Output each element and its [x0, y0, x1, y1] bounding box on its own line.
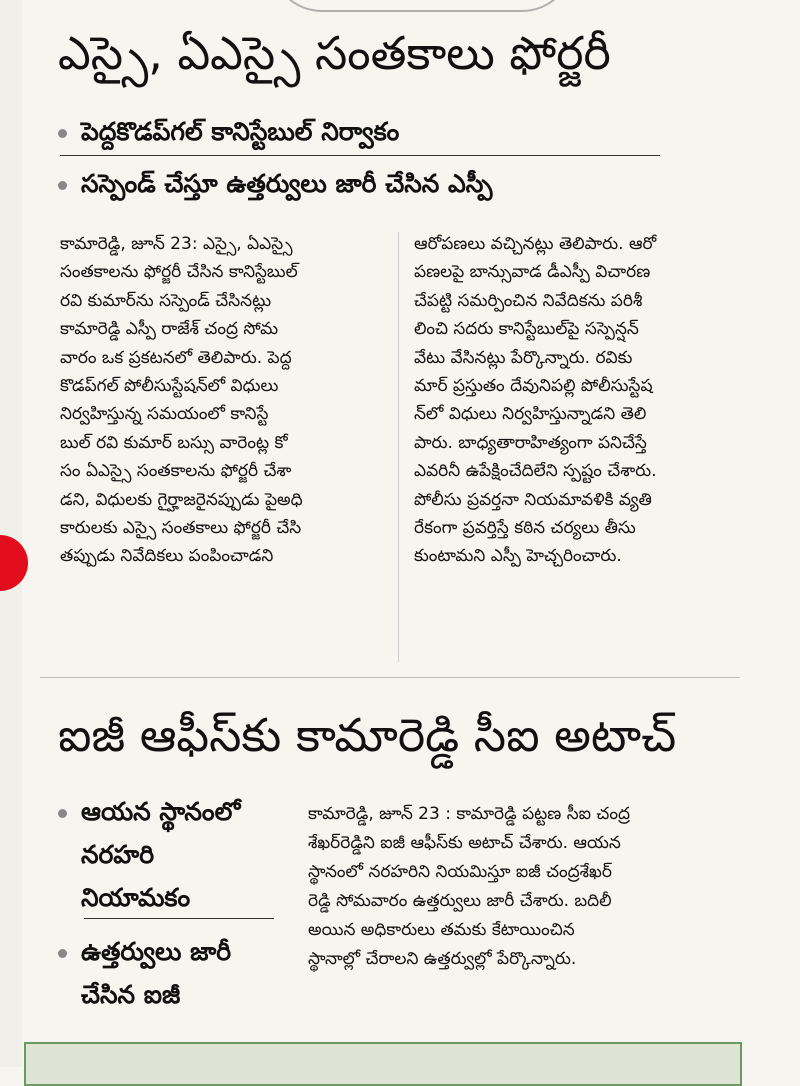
bullet-line	[58, 790, 298, 833]
text-line: వేటు వేసినట్లు పేర్కొన్నారు. రవికు	[414, 347, 633, 368]
text-line: రవి కుమార్‌ను సస్పెండ్ చేసినట్లు	[60, 290, 272, 311]
text-line: శేఖర్‌రెడ్డిని ఐజీ ఆఫీస్‌కు అటాచ్ చేశారు. ఆయన	[308, 833, 621, 853]
bullet-dot-icon	[58, 949, 67, 958]
text-line: వారం ఒక ప్రకటనలో తెలిపారు. పెద్ద	[60, 347, 292, 368]
story1-headline: ఎస్సై, ఏఎస్సై సంతకాలు ఫోర్జరీ	[58, 26, 611, 80]
story1-subhead-1-text: పెద్దకొడప్‌గల్ కానిస్టేబుల్ నిర్వాకం	[81, 117, 400, 146]
text-line: స్థానంలో నరహరిని నియమిస్తూ ఐజీ చంద్రశేఖర్	[308, 862, 612, 882]
text-line: పోలీసు ప్రవర్తనా నియమావళికి వ్యతి	[414, 489, 652, 510]
bullet-divider	[84, 918, 274, 919]
story2-bullet-1	[58, 790, 298, 919]
text-line: లించి సదరు కానిస్టేబుల్‌పై సస్పెన్షన్	[414, 319, 639, 340]
text-line: సం ఏఎస్సై సంతకాలను ఫోర్జరీ చేశా	[60, 461, 292, 482]
text-line: న్‌లో విధులు నిర్వహిస్తున్నాడని తెలి	[414, 404, 647, 425]
bullet-line	[58, 930, 298, 973]
story1-subhead-2	[58, 164, 748, 204]
text-line: నిర్వహిస్తున్న సమయంలో కానిస్టే	[60, 404, 269, 425]
bullet-text: ఆయన స్థానంలో	[81, 797, 241, 826]
text-line: స్థానాల్లో చేరాలని ఉత్తర్వుల్లో పేర్కొన్నారు.	[308, 949, 577, 969]
text-line: రెడ్డి సోమవారం ఉత్తర్వులు జారీ చేశారు. బదిలీ	[308, 891, 612, 911]
text-line: ఎవరినీ ఉపేక్షించేదిలేని స్పష్టం చేశారు.	[414, 461, 657, 482]
story2-body	[308, 800, 743, 974]
text-line: కారులకు ఎస్సై సంతకాలు ఫోర్జరీ చేసి	[60, 518, 302, 539]
text-line: బుల్ రవి కుమార్ బస్సు వారెంట్ల కో	[60, 432, 288, 453]
top-arc-graphic	[270, 0, 574, 12]
text-line: చేపట్టి సమర్పించిన నివేదికను పరిశీ	[414, 290, 643, 311]
story1-subhead-1	[58, 112, 748, 152]
bullet-dot-icon	[58, 129, 67, 138]
text-line: తప్పుడు నివేదికలు పంపించాడని	[60, 546, 274, 567]
next-article-box	[24, 1042, 742, 1086]
text-line: కామారెడ్డి, జూన్ 23: ఎస్సై, ఏఎస్సై	[60, 234, 293, 254]
story1-column-1	[60, 230, 390, 571]
text-line: రేకంగా ప్రవర్తిస్తే కఠిన చర్యలు తీసు	[414, 518, 636, 539]
page-margin-strip	[0, 0, 22, 1067]
story1-column-2	[414, 230, 744, 571]
text-line: డని, విధులకు గైర్హాజరైనప్పుడు పైఅధి	[60, 489, 303, 510]
story2-bullet-2	[58, 930, 298, 1016]
column-divider	[398, 232, 399, 662]
story2-headline: ఐజీ ఆఫీస్‌కు కామారెడ్డి సీఐ అటాచ్	[58, 708, 677, 762]
story-separator	[40, 677, 740, 678]
text-line: కామారెడ్డి ఎస్పీ రాజేశ్ చంద్ర సోమ	[60, 319, 279, 340]
bullet-dot-icon	[58, 181, 67, 190]
bullet-line: నరహరి	[81, 840, 155, 869]
text-line: కొడప్‌గల్ పోలీసుస్టేషన్‌లో విధులు	[60, 376, 279, 397]
bullet-dot-icon	[58, 809, 67, 818]
text-line: అయిన అధికారులు తమకు కేటాయించిన	[308, 920, 575, 940]
text-line: ఆరోపణలు వచ్చినట్లు తెలిపారు. ఆరో	[414, 234, 657, 254]
red-circle-graphic	[0, 535, 28, 591]
text-line: కుంటామని ఎస్పీ హెచ్చరించారు.	[414, 546, 622, 567]
story1-subhead-2-text: సస్పెండ్ చేస్తూ ఉత్తర్వులు జారీ చేసిన ఎస్పీ	[81, 169, 493, 198]
bullet-text: ఉత్తర్వులు జారీ	[81, 937, 232, 966]
subhead-divider	[60, 155, 660, 156]
text-line: పణలపై బాన్సువాడ డీఎస్పీ విచారణ	[414, 262, 651, 283]
text-line: సంతకాలను ఫోర్జరీ చేసిన కానిస్టేబుల్	[60, 262, 298, 283]
text-line: పారు. బాధ్యతారాహిత్యంగా పనిచేస్తే	[414, 432, 647, 453]
text-line: కామారెడ్డి, జూన్ 23 : కామారెడ్డి పట్టణ సీఐ చంద్ర	[308, 804, 630, 824]
bullet-line: నియామకం	[81, 883, 191, 912]
text-line: మార్ ప్రస్తుతం దేవునిపల్లి పోలీసుస్టేష	[414, 376, 653, 397]
bullet-line: చేసిన ఐజీ	[81, 980, 181, 1009]
